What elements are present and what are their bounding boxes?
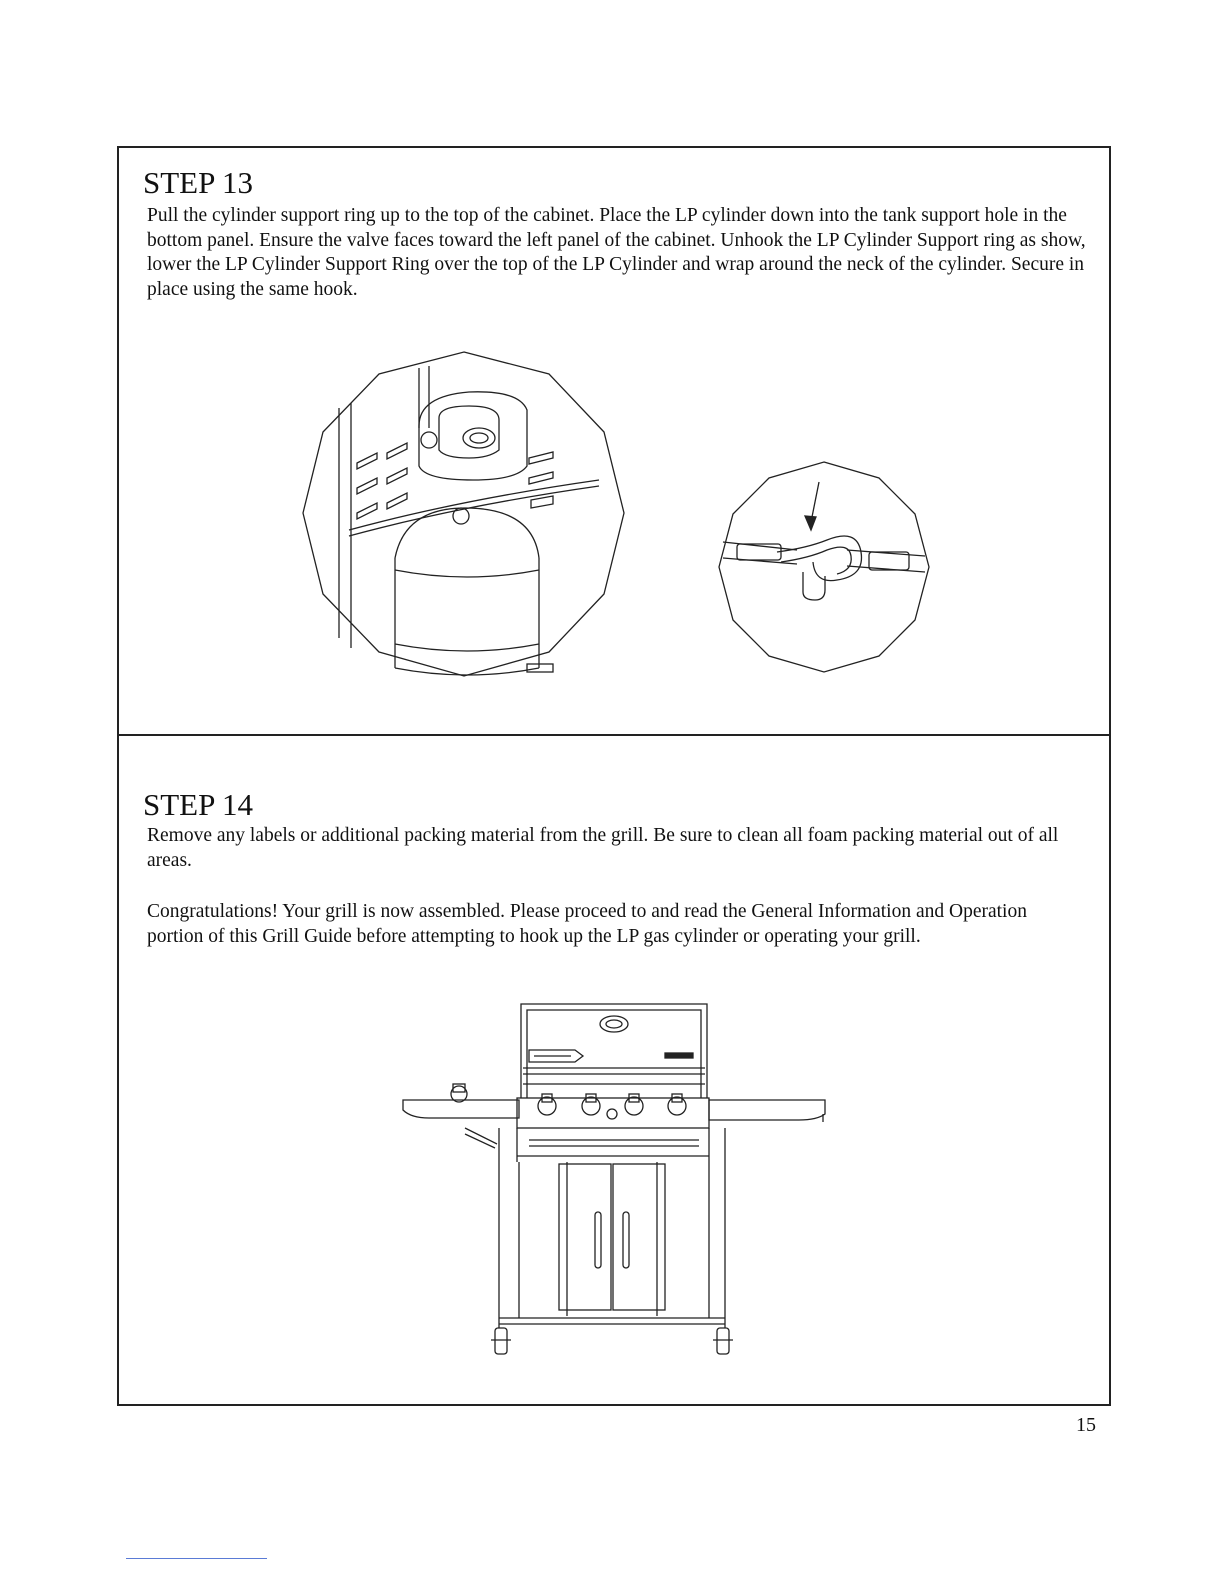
- page-number: 15: [1076, 1414, 1096, 1436]
- support-ring-hook-icon: [717, 460, 931, 674]
- lp-cylinder-support-ring-icon: [299, 348, 629, 682]
- step-14-congratulations: Congratulations! Your grill is now assembled. Please proceed to and read the General Information and Operation portion of this Grill Guide before attempting to hook up the LP gas cylinder or operating your grill.: [147, 901, 1027, 947]
- step-14-instructions: Remove any labels or additional packing material from the grill. Be sure to clean all foam packing material out of all areas.: [147, 825, 1059, 871]
- step-13-title: STEP 13: [143, 165, 253, 200]
- step-14-section: [117, 734, 1111, 1406]
- step-13-instructions: Pull the cylinder support ring up to the top of the cabinet. Place the LP cylinder down into the tank support hole in the bottom panel. Ensure the valve faces toward the left panel of the cabinet. Unhook the LP Cylinder Support ring as show, lower the LP Cylinder Support Ring over the top of the LP Cylinder and wrap around the neck of the cylinder. Secure in place using the same hook.: [147, 205, 1086, 300]
- step-13-section: [117, 146, 1111, 736]
- assembled-grill-icon: [399, 998, 831, 1362]
- step-14-title: STEP 14: [143, 787, 253, 822]
- footer-rule: [126, 1558, 267, 1559]
